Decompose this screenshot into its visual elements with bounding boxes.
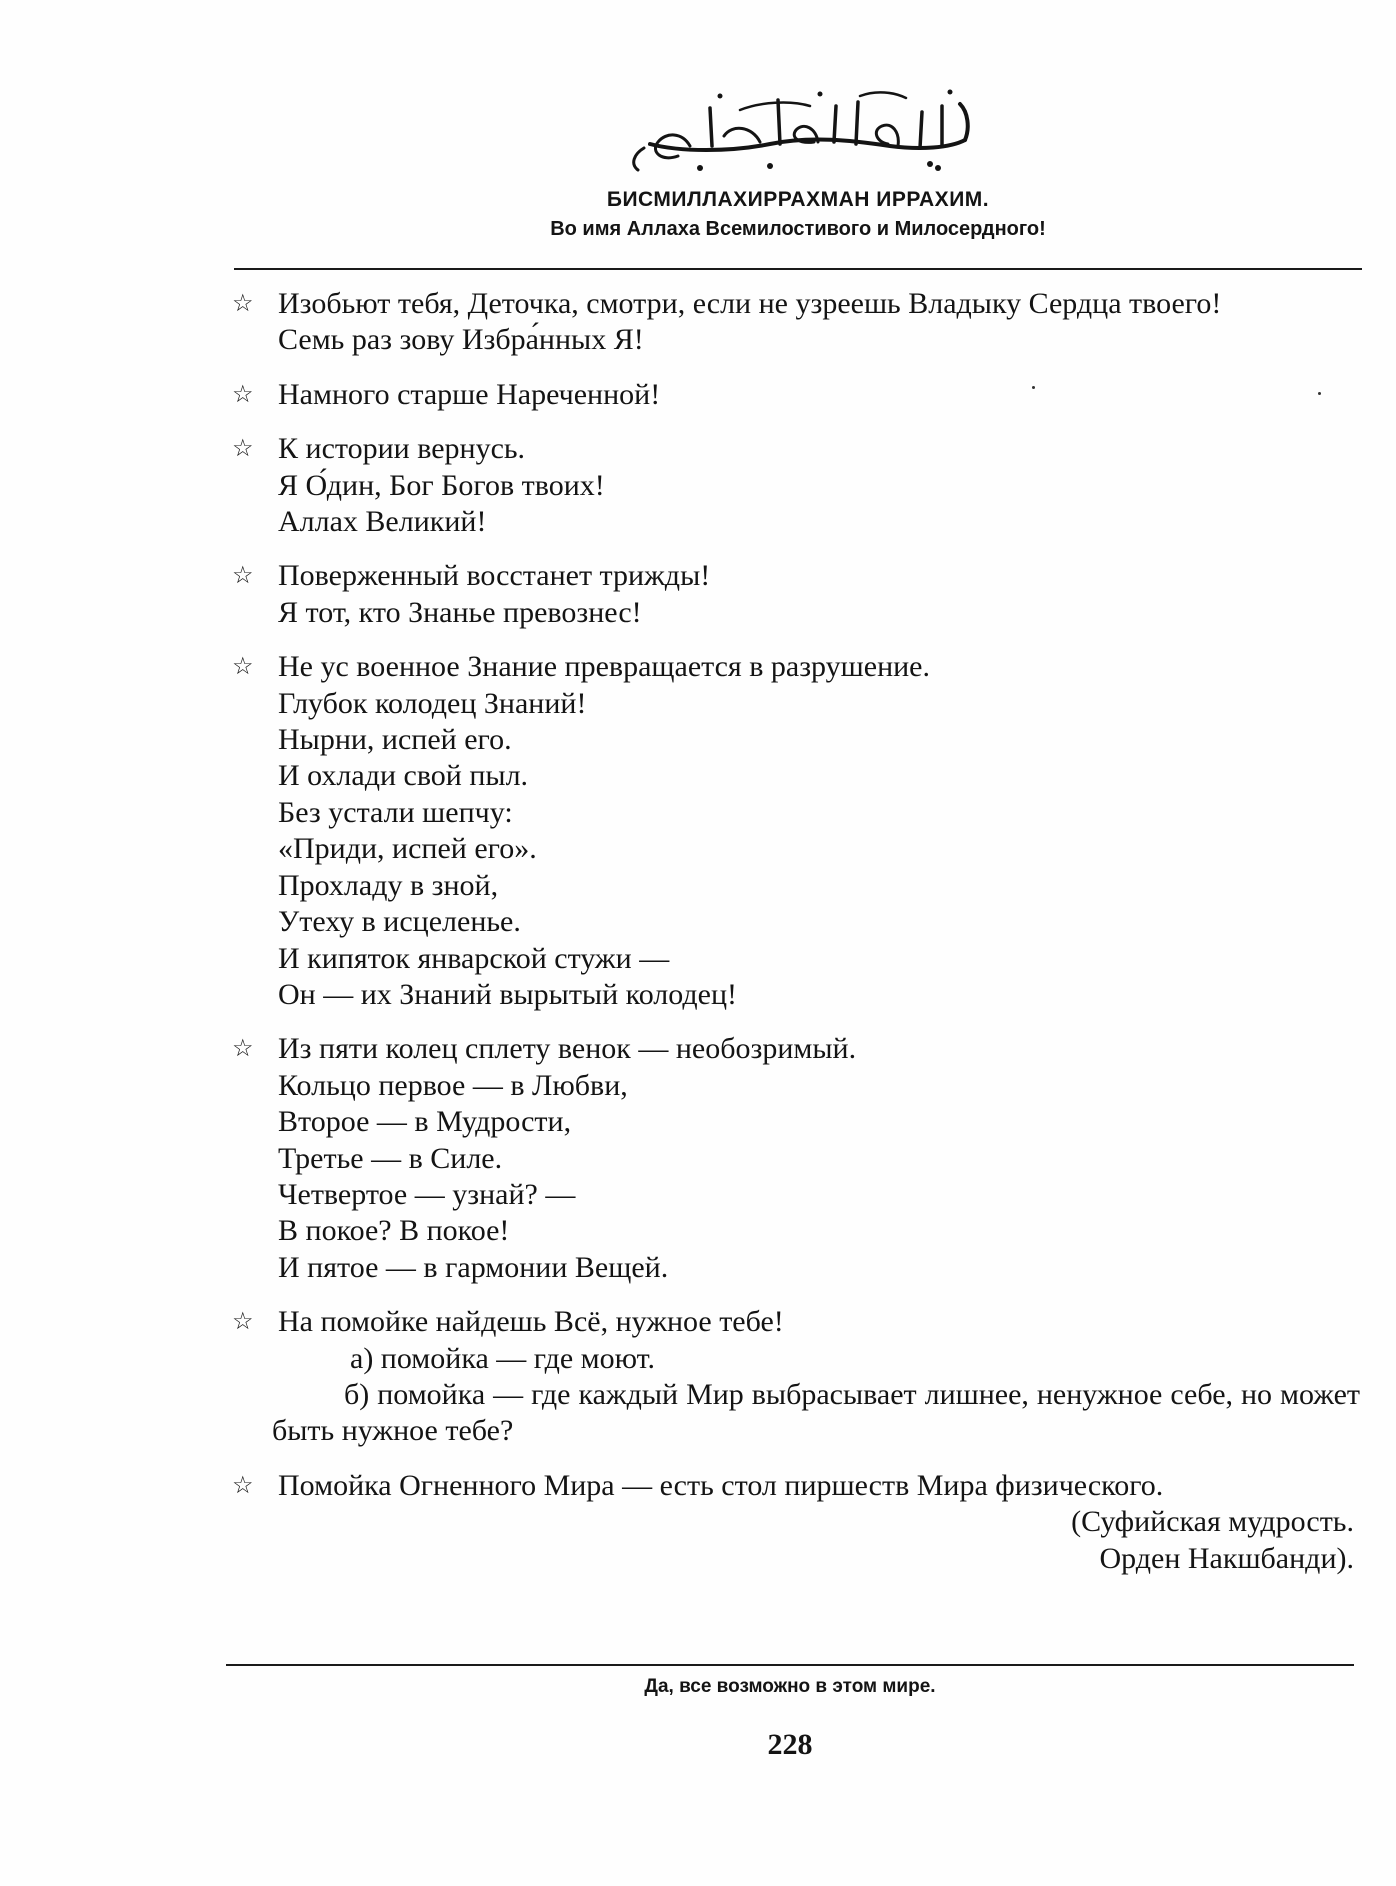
stanza [230,377,1360,413]
stanza-line: Четвертое — узнай? — [278,1177,576,1211]
stanza [230,431,1360,540]
stanza-line: К истории вернусь. [278,432,526,466]
stanza-line: Кольцо первое — в Любви, [278,1068,628,1102]
star-outline-icon: ☆ [232,1309,254,1336]
header-divider [234,268,1362,270]
stanza-line: Поверженный восстанет трижды! [278,559,711,593]
stanza-line: Прохладу в зной, [278,868,499,902]
scan-speck [1318,392,1321,395]
stanza-line: Семь раз зову Избра́нных Я! [278,323,644,357]
stanza [230,558,1360,631]
stanza-line: Глубок колодец Знаний! [278,686,587,720]
stanza [230,1031,1360,1286]
stanza-line: Нырни, испей его. [278,723,512,757]
stanza-line: а) помойка — где моют. [350,1341,656,1375]
stanza-line: Без устали шепчу: [278,795,513,829]
page-number: 228 [767,1728,813,1761]
stanza-line: И пятое — в гармонии Вещей. [278,1250,669,1284]
stanza-line: Изобьют тебя, Деточка, смотри, если не узреешь Владыку Сердца твоего! [278,287,1222,320]
stanza-line: Аллах Великий! [278,505,487,539]
stanza-line: Не ус военное Знание превращается в разрушение. [278,650,931,684]
stanza-line: Намного старше Нареченной! [278,377,661,411]
stanza-line: Я тот, кто Знанье превознес! [278,595,642,629]
footer-caption: Да, все возможно в этом мире. [644,1676,936,1697]
header-subtitle: Во имя Аллаха Всемилостивого и Милосердного! [550,218,1046,240]
star-outline-icon: ☆ [232,291,254,317]
stanza-line: «Приди, испей его». [278,832,537,866]
stanza-line: Я О́дин, Бог Богов твоих! [278,468,605,502]
stanza [230,1304,1360,1450]
stanza-line: И охлади свой пыл. [278,759,529,793]
star-outline-icon: ☆ [232,1472,254,1499]
scan-speck [1032,386,1035,389]
stanza-line: Он — их Знаний вырытый колодец! [278,977,738,1011]
stanza [230,1468,1360,1577]
star-outline-icon: ☆ [232,563,254,590]
star-outline-icon: ☆ [232,436,254,463]
stanza-line: Третье — в Силе. [278,1141,503,1175]
star-outline-icon: ☆ [232,381,254,408]
stanza-line: На помойке найдешь Всё, нужное тебе! [278,1305,784,1339]
stanza-line: (Суфийская мудрость. [1071,1505,1354,1539]
stanza-line: Орден Накшбанди). [1099,1541,1354,1575]
header-title: БИСМИЛЛАХИРРАХМАН ИРРАХИМ. [606,188,990,211]
stanza-line: Помойка Огненного Мира — есть стол пиршеств Мира физического. [278,1468,1164,1502]
stanza-line: И кипяток январской стужи — [278,941,670,975]
stanza-line: Второе — в Мудрости, [278,1105,572,1139]
star-outline-icon: ☆ [232,654,254,681]
footer-divider [226,1664,1354,1666]
stanza [230,649,1360,1013]
stanza-line: Утеху в исцеленье. [278,905,521,939]
arabic-calligraphy-icon [620,82,980,180]
stanza [230,286,1360,359]
stanza-line: б) помойка — где каждый Мир выбрасывает лишнее, ненужное себе, но может быть нужное тебе? [272,1377,1360,1448]
stanza-line: В покое? В покое! [278,1214,510,1248]
stanza-line: Из пяти колец сплету венок — необозримый. [278,1032,857,1066]
poem-body [230,286,1360,1595]
star-outline-icon: ☆ [232,1036,254,1063]
